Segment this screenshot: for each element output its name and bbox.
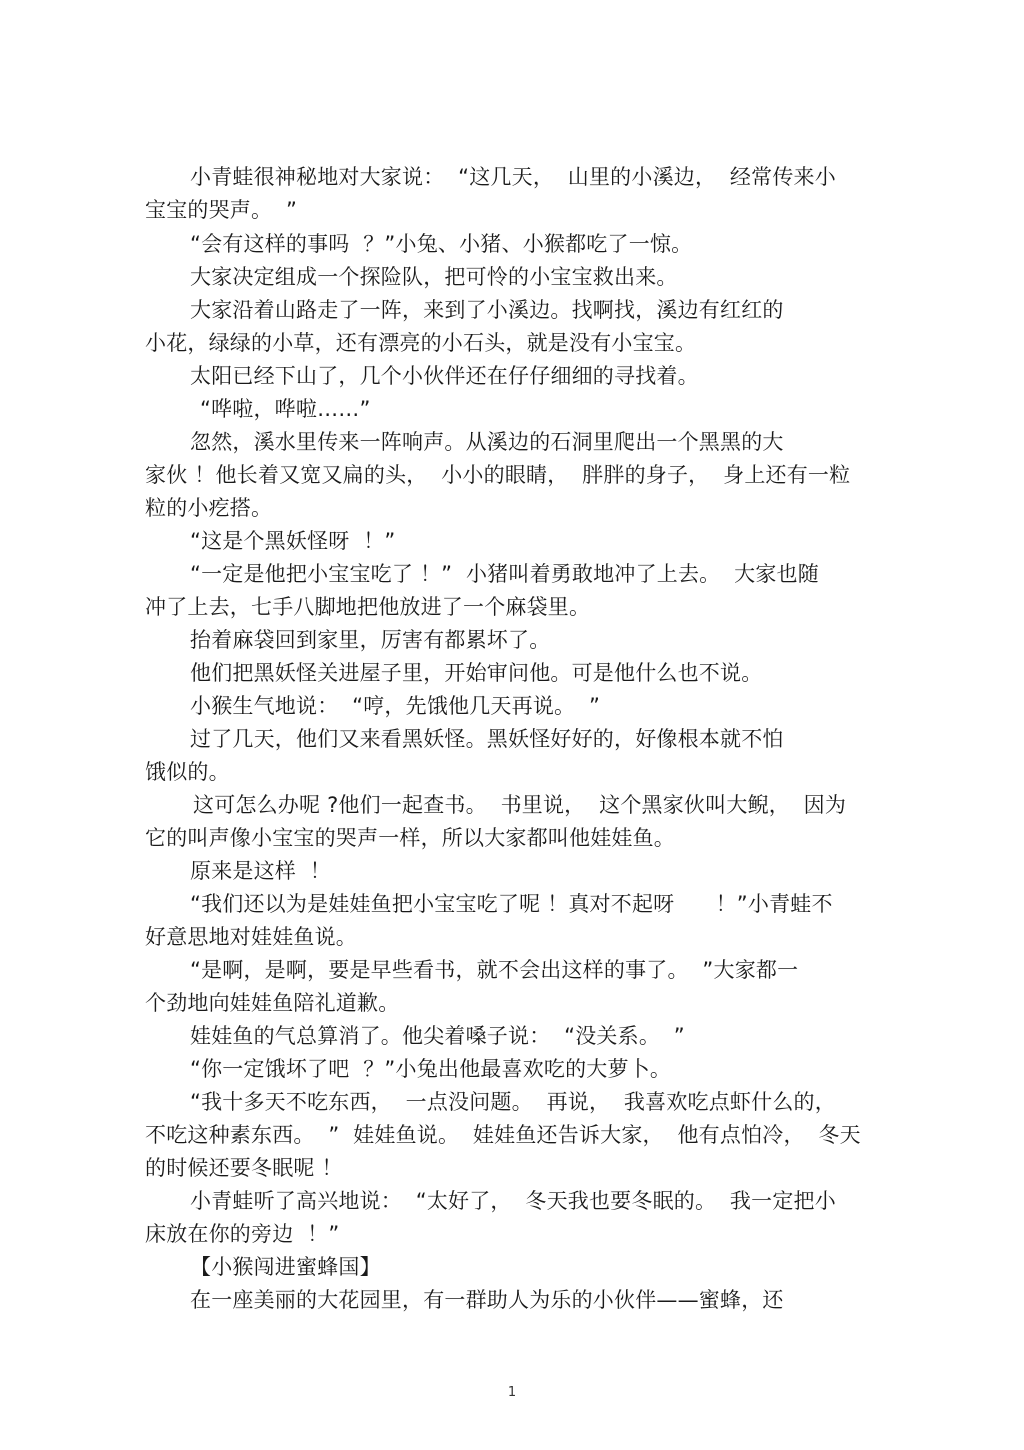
text-line: 大家决定组成一个探险队，把可怜的小宝宝救出来。 [190,265,678,289]
text-line: 宝宝的哭声。 ” [145,198,298,222]
section-heading: 【小猴闯进蜜蜂国】 [190,1255,381,1279]
text-line: 小青蛙听了高兴地说： “太好了， 冬天我也要冬眠的。 我一定把小 [190,1189,836,1213]
text-line: “是啊，是啊，要是早些看书，就不会出这样的事了。 ”大家都一 [190,958,799,982]
text-line: 不吃这种素东西。 ” 娃娃鱼说。 娃娃鱼还告诉大家， 他有点怕冷， 冬天 [145,1123,861,1147]
text-line: 小青蛙很神秘地对大家说： “这几天， 山里的小溪边， 经常传来小 [190,165,836,189]
text-line: 娃娃鱼的气总算消了。他尖着嗓子说： “没关系。 ” [190,1024,685,1048]
text-line: 过了几天，他们又来看黑妖怪。黑妖怪好好的，好像根本就不怕 [190,727,784,751]
page-number: 1 [507,1385,517,1400]
text-line: 小花，绿绿的小草，还有漂亮的小石头，就是没有小宝宝。 [145,331,697,355]
text-line: 太阳已经下山了，几个小伙伴还在仔仔细细的寻找着。 [190,364,699,388]
text-line: “你一定饿坏了吧 ？”小兔出他最喜欢吃的大萝卜。 [190,1057,672,1081]
text-line: 的时候还要冬眠呢 ！ [145,1156,343,1180]
text-line: 床放在你的旁边 ！” [145,1222,340,1246]
text-line: 大家沿着山路走了一阵，来到了小溪边。找啊找，溪边有红红的 [190,298,784,322]
text-line: 这可怎么办呢 ?他们一起查书。 书里说， 这个黑家伙叫大鲵， 因为 [193,793,847,817]
text-line: 个劲地向娃娃鱼陪礼道歉。 [145,991,400,1015]
text-line: 小猴生气地说： “哼，先饿他几天再说。 ” [190,694,601,718]
text-line: 原来是这样 ！ [190,859,331,883]
text-line: 家伙 ！他长着又宽又扁的头， 小小的眼睛， 胖胖的身子， 身上还有一粒 [145,463,851,487]
text-line: 好意思地对娃娃鱼说。 [145,925,357,949]
text-line: 他们把黑妖怪关进屋子里，开始审问他。可是他什么也不说。 [190,661,763,685]
text-line: “哗啦，哗啦……” [200,397,371,421]
text-line: 忽然，溪水里传来一阵响声。从溪边的石洞里爬出一个黑黑的大 [190,430,784,454]
text-line: 饿似的。 [145,760,230,784]
text-line: “这是个黑妖怪呀 ！” [190,529,396,553]
text-line: “会有这样的事吗 ？”小兔、小猪、小猴都吃了一惊。 [190,232,693,256]
text-line: 它的叫声像小宝宝的哭声一样，所以大家都叫他娃娃鱼。 [145,826,675,850]
text-line: “一定是他把小宝宝吃了 ！” 小猪叫着勇敢地冲了上去。 大家也随 [190,562,819,586]
text-line: 粒的小疙搭。 [145,496,273,520]
text-line: “我十多天不吃东西， 一点没问题。 再说， 我喜欢吃点虾什么的， [190,1090,836,1114]
text-line: 在一座美丽的大花园里，有一群助人为乐的小伙伴——蜜蜂，还 [190,1288,784,1312]
text-line: “我们还以为是娃娃鱼把小宝宝吃了呢 ！真对不起呀 ！”小青蛙不 [190,892,833,916]
text-line: 冲了上去，七手八脚地把他放进了一个麻袋里。 [145,595,591,619]
text-line: 抬着麻袋回到家里，厉害有都累坏了。 [190,628,551,652]
